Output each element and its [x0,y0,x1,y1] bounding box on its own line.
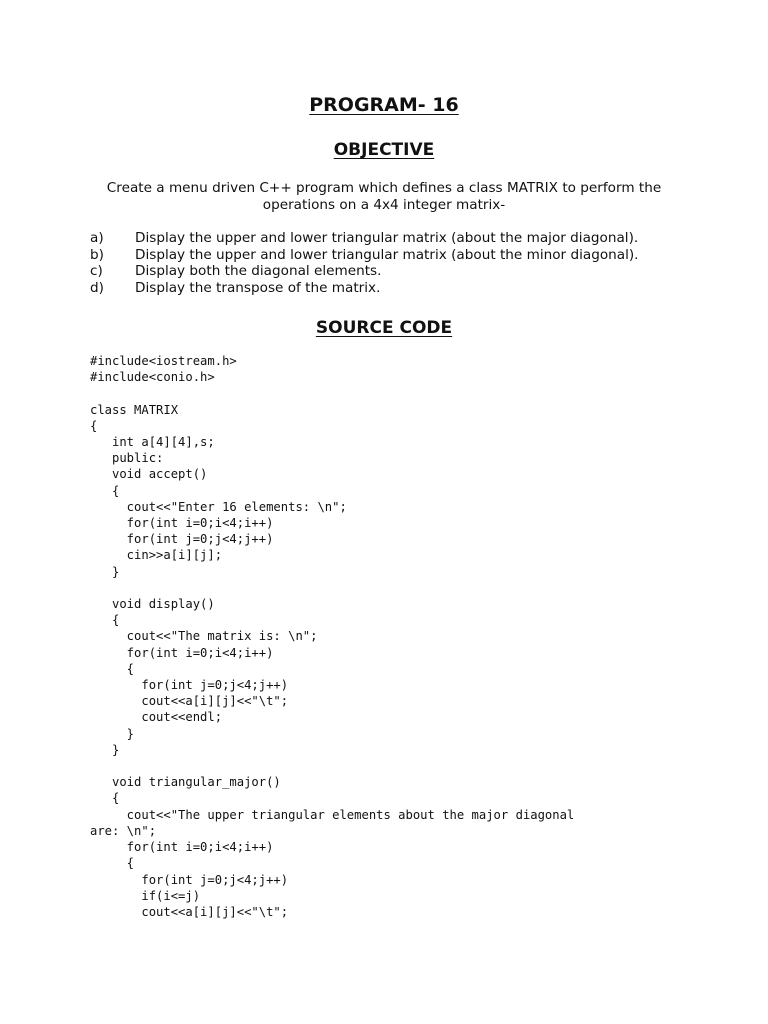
objective-item-b [90,247,690,264]
objective-item-marker: d) [90,279,104,296]
objective-item-c [90,263,690,280]
objective-list [90,230,690,296]
objective-item-marker: a) [90,230,104,246]
objective-item-text: Display both the diagonal elements. [135,263,382,279]
objective-item-text: Display the upper and lower triangular matrix (about the major diagonal). [135,230,639,246]
objective-item-d [90,280,690,297]
objective-heading: OBJECTIVE [333,140,435,160]
page-title: PROGRAM- 16 [309,94,459,116]
objective-item-a [90,230,690,247]
objective-intro [90,180,678,213]
objective-item-marker: b) [90,246,104,263]
source-code-block: #include<iostream.h> #include<conio.h> class MATRIX { int a[4][4],s; public: void accept() { cout<<"Enter 16 elements: \n"; for(int i=0;i<4;i++) for(int j=0;j<4;j++) cin>>a[i][j]; } void display() { cout<<"The matrix is: \n"; for(int i=0;i<4;i++) { for(int j=0;j<4;j++) cout<<a[i][j]<<"\t"; cout<<endl; } } void triangular_major() { cout<<"The upper triangular elements about the major diagonal are: \n"; for(int i=0;i<4;i++) { for(int j=0;j<4;j++) if(i<=j) cout<<a[i][j]<<"\t"; [90,354,575,919]
objective-item-text: Display the transpose of the matrix. [135,279,381,296]
objective-intro-line-1: Create a menu driven C++ program which defines a class MATRIX to perform the [106,180,662,196]
source-code-heading: SOURCE CODE [315,318,453,338]
objective-item-marker: c) [90,263,103,279]
objective-intro-line-2: operations on a 4x4 integer matrix- [262,196,506,213]
objective-item-text: Display the upper and lower triangular matrix (about the minor diagonal). [135,246,639,263]
